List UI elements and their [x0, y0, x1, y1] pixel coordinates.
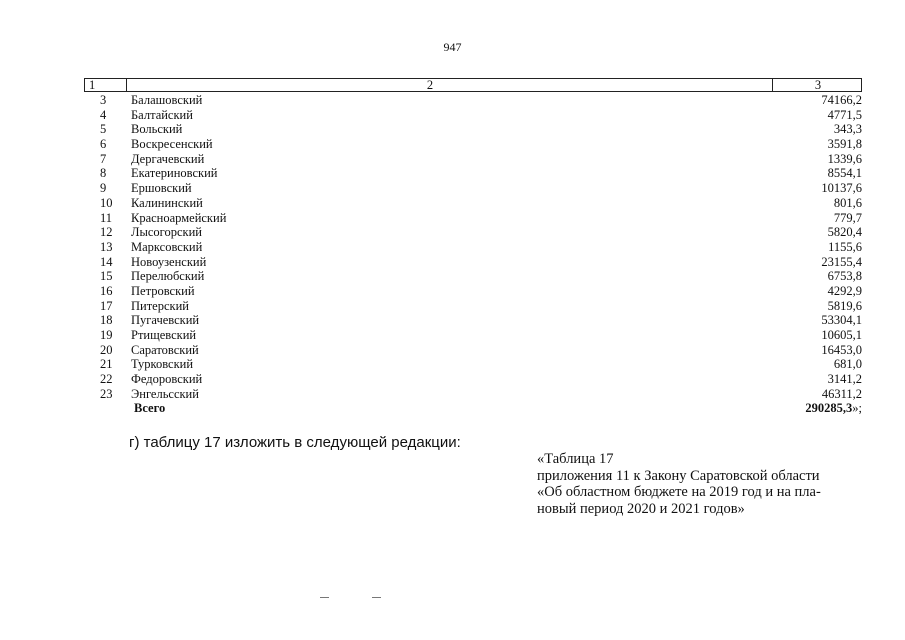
table-total-row — [84, 401, 862, 416]
district-name: Пугачевский — [131, 313, 200, 328]
district-name: Саратовский — [131, 342, 199, 357]
row-number: 12 — [100, 225, 113, 240]
table-header — [84, 78, 862, 92]
row-value: 5820,4 — [827, 225, 862, 240]
row-value: 3141,2 — [827, 372, 862, 387]
scan-mark — [320, 597, 329, 598]
row-number: 20 — [100, 342, 113, 357]
row-value: 74166,2 — [821, 93, 862, 107]
table-row — [84, 328, 862, 343]
district-name: Екатериновский — [131, 166, 218, 181]
column-divider — [772, 79, 773, 91]
row-value: 681,0 — [833, 357, 862, 372]
district-name: Балтайский — [131, 107, 193, 122]
row-number: 3 — [100, 93, 107, 107]
district-name: Красноармейский — [131, 210, 227, 225]
district-name: Лысогорский — [131, 225, 202, 240]
table-row — [84, 357, 862, 372]
caption-line: «Таблица 17 — [537, 451, 614, 467]
district-name: Энгельсский — [131, 386, 199, 401]
row-value: 53304,1 — [821, 313, 862, 328]
district-name: Турковский — [131, 357, 194, 372]
district-name: Марксовский — [131, 239, 203, 254]
row-value: 1339,6 — [827, 151, 862, 166]
row-value: 5819,6 — [827, 298, 862, 313]
table-row — [84, 269, 862, 284]
header-col-1: 1 — [89, 78, 96, 92]
caption-line: «Об областном бюджете на 2019 год и на пла- — [537, 484, 821, 500]
row-number: 11 — [100, 210, 113, 225]
row-number: 7 — [100, 151, 107, 166]
row-value: 1155,6 — [828, 239, 862, 254]
table-row — [84, 166, 862, 181]
district-name: Федоровский — [131, 372, 203, 387]
row-value: 16453,0 — [821, 342, 862, 357]
row-value: 343,3 — [833, 122, 862, 137]
row-value: 10137,6 — [821, 181, 862, 196]
row-number: 14 — [100, 254, 113, 269]
row-value: 4771,5 — [827, 107, 862, 122]
row-value: 46311,2 — [821, 386, 862, 401]
row-number: 5 — [100, 122, 107, 137]
table-row — [84, 108, 862, 123]
table-row — [84, 137, 862, 152]
row-number: 4 — [100, 107, 107, 122]
table-row — [84, 152, 862, 167]
district-name: Ершовский — [131, 181, 192, 196]
district-name: Петровский — [131, 283, 195, 298]
row-number: 6 — [100, 137, 107, 152]
district-name: Калининский — [131, 195, 203, 210]
total-value-wrap — [805, 401, 862, 416]
row-value: 8554,1 — [827, 166, 862, 181]
total-suffix: »; — [852, 401, 862, 416]
row-number: 19 — [100, 328, 113, 342]
caption-line: новый период 2020 и 2021 годов» — [537, 500, 745, 517]
row-value: 23155,4 — [821, 254, 862, 269]
table-row — [84, 196, 862, 211]
header-col-2: 2 — [426, 78, 434, 92]
row-value: 801,6 — [833, 195, 862, 210]
row-number: 15 — [100, 269, 113, 284]
district-name: Воскресенский — [131, 137, 213, 152]
district-name: Новоузенский — [131, 254, 207, 269]
caption-line: приложения 11 к Закону Саратовской области — [537, 467, 820, 484]
table-row — [84, 387, 862, 402]
table-row — [84, 225, 862, 240]
district-name: Балашовский — [131, 93, 203, 107]
table-row — [84, 181, 862, 196]
table-row — [84, 122, 862, 137]
row-number: 17 — [100, 298, 113, 313]
table-row — [84, 299, 862, 314]
district-name: Вольский — [131, 122, 183, 137]
header-col-3: 3 — [814, 78, 822, 92]
table-row — [84, 93, 862, 108]
table-row — [84, 372, 862, 387]
row-value: 10605,1 — [821, 328, 862, 342]
table-body — [84, 93, 862, 416]
row-number: 8 — [100, 166, 107, 181]
table-caption — [537, 451, 821, 517]
district-name: Дергачевский — [131, 151, 205, 166]
table-row — [84, 284, 862, 299]
district-name: Питерский — [131, 298, 189, 313]
row-number: 18 — [100, 313, 113, 328]
table-row — [84, 255, 862, 270]
row-number: 9 — [100, 181, 107, 196]
table-row — [84, 211, 862, 226]
row-value: 4292,9 — [827, 283, 862, 298]
row-number: 10 — [100, 195, 113, 210]
row-value: 779,7 — [833, 210, 862, 225]
total-label: Всего — [134, 401, 166, 416]
table-row — [84, 240, 862, 255]
scan-mark — [372, 597, 381, 598]
row-number: 21 — [100, 357, 113, 372]
instruction-text: г) таблицу 17 изложить в следующей редакции: — [129, 434, 461, 451]
row-number: 22 — [100, 372, 113, 387]
district-name: Перелюбский — [131, 269, 205, 284]
table-row — [84, 313, 862, 328]
row-number: 23 — [100, 386, 113, 401]
page-number: 947 — [443, 40, 462, 54]
total-value: 290285,3 — [805, 401, 853, 416]
district-name: Ртищевский — [131, 328, 197, 342]
row-value: 3591,8 — [827, 137, 862, 152]
row-number: 13 — [100, 239, 113, 254]
table-row — [84, 343, 862, 358]
row-value: 6753,8 — [827, 269, 862, 284]
row-number: 16 — [100, 283, 113, 298]
